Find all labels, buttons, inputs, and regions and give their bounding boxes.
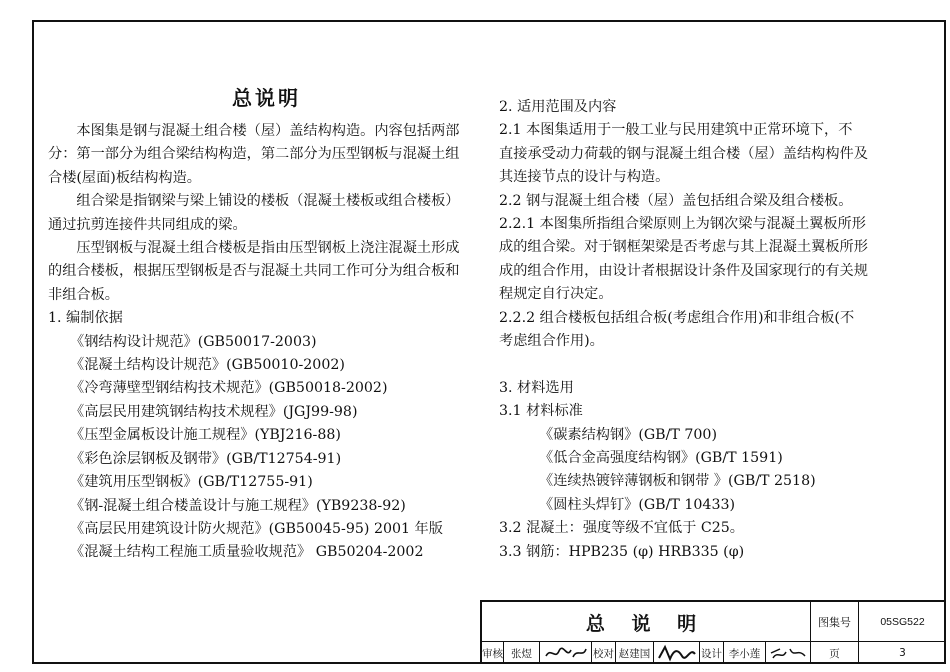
clause-2-2-1-line: 程规定自行决定。 — [499, 286, 613, 303]
reference-item: 《压型金属板设计施工规程》(YBJ216-88) — [70, 427, 341, 444]
atlas-number: 05SG522 — [880, 616, 925, 628]
reference-item: 《钢结构设计规范》(GB50017-2003) — [70, 333, 317, 350]
right-column — [499, 96, 919, 564]
reference-item: 《高层民用建筑钢结构技术规程》(JGJ99-98) — [70, 403, 358, 420]
designer-name: 李小莲 — [724, 642, 766, 664]
checker-signature — [654, 642, 700, 664]
title-block-row-bottom — [482, 642, 946, 664]
material-item: 《碳素结构钢》(GB/T 700) — [539, 426, 717, 443]
clause-2-2-1-line: 2.2.1 本图集所指组合梁原则上为钢次梁与混凝土翼板所形 — [499, 216, 866, 233]
clause-3-3: 3.3 钢筋：HPB235 (φ) HRB335 (φ) — [499, 543, 745, 560]
section-heading-3: 3. 材料选用 — [499, 379, 574, 396]
intro-paragraph-3: 压型钢板与混凝土组合楼板是指由压型钢板上浇注混凝土形成的组合楼板，根据压型钢板是否与混凝土共同工作可分为组合板和非组合板。 — [48, 240, 460, 303]
designer-signature — [766, 642, 811, 664]
intro-paragraph-1: 本图集是钢与混凝土组合楼（屋）盖结构构造。内容包括两部分：第一部分为组合梁结构构造，第二部分为压型钢板与混凝土组合楼(屋面)板结构构造。 — [48, 123, 460, 186]
checker-name: 赵建国 — [616, 642, 654, 664]
clause-2-1-line: 其连接节点的设计与构造。 — [499, 169, 670, 186]
page-number: 3 — [899, 647, 906, 659]
clause-2-2-2-line: 考虑组合作用)。 — [499, 333, 604, 350]
design-label: 设计 — [700, 642, 724, 664]
section-heading-1: 1. 编制依据 — [48, 310, 123, 327]
atlas-number-label: 图集号 — [811, 602, 859, 642]
clause-3-2: 3.2 混凝土：强度等级不宜低于 C25。 — [499, 520, 744, 537]
clause-2-2-2-line: 2.2.2 组合楼板包括组合板(考虑组合作用)和非组合板(不 — [499, 309, 855, 326]
clause-2-1-line: 直接承受动力荷载的钢与混凝土组合楼（屋）盖结构构件及 — [499, 145, 868, 162]
reference-item: 《高层民用建筑设计防火规范》(GB50045-95) 2001 年版 — [70, 520, 443, 537]
reference-item: 《彩色涂层钢板及钢带》(GB/T12754-91) — [70, 450, 342, 467]
title-block-title: 总 说 明 — [482, 602, 811, 642]
reviewer-name: 张煜 — [504, 642, 540, 664]
spacer — [499, 353, 919, 376]
reference-item: 《建筑用压型钢板》(GB/T12755-91) — [70, 474, 313, 491]
reference-item: 《混凝土结构设计规范》(GB50010-2002) — [70, 357, 345, 374]
reference-item: 《混凝土结构工程施工质量验收规范》 GB50204-2002 — [70, 544, 424, 561]
material-item: 《圆柱头焊钉》(GB/T 10433) — [539, 496, 736, 513]
material-item: 《低合金高强度结构钢》(GB/T 1591) — [539, 450, 783, 467]
title-block — [480, 600, 946, 664]
left-column — [48, 120, 468, 565]
material-item: 《连续热镀锌薄钢板和钢带 》(GB/T 2518) — [539, 473, 816, 490]
clause-2-2: 2.2 钢与混凝土组合楼（屋）盖包括组合梁及组合楼板。 — [499, 192, 853, 209]
clause-2-1-line: 2.1 本图集适用于一般工业与民用建筑中正常环境下，不 — [499, 122, 853, 139]
clause-2-2-1-line: 成的组合梁。对于钢框架梁是否考虑与其上混凝土翼板所形 — [499, 239, 868, 256]
clause-2-2-1-line: 成的组合作用，由设计者根据设计条件及国家现行的有关规 — [499, 262, 868, 279]
check-label: 校对 — [592, 642, 616, 664]
review-label: 审核 — [482, 642, 504, 664]
reviewer-signature — [540, 642, 592, 664]
title-block-row-top — [482, 602, 946, 642]
page-title: 总说明 — [232, 86, 301, 110]
section-heading-2: 2. 适用范围及内容 — [499, 99, 617, 115]
reference-item: 《冷弯薄壁型钢结构技术规范》(GB50018-2002) — [70, 380, 388, 397]
intro-paragraph-2: 组合梁是指钢梁与梁上铺设的楼板（混凝土楼板或组合楼板）通过抗剪连接件共同组成的梁。 — [48, 193, 460, 233]
page-label: 页 — [811, 642, 859, 664]
clause-3-1: 3.1 材料标准 — [499, 403, 583, 420]
reference-item: 《钢-混凝土组合楼盖设计与施工规程》(YB9238-92) — [70, 497, 406, 514]
